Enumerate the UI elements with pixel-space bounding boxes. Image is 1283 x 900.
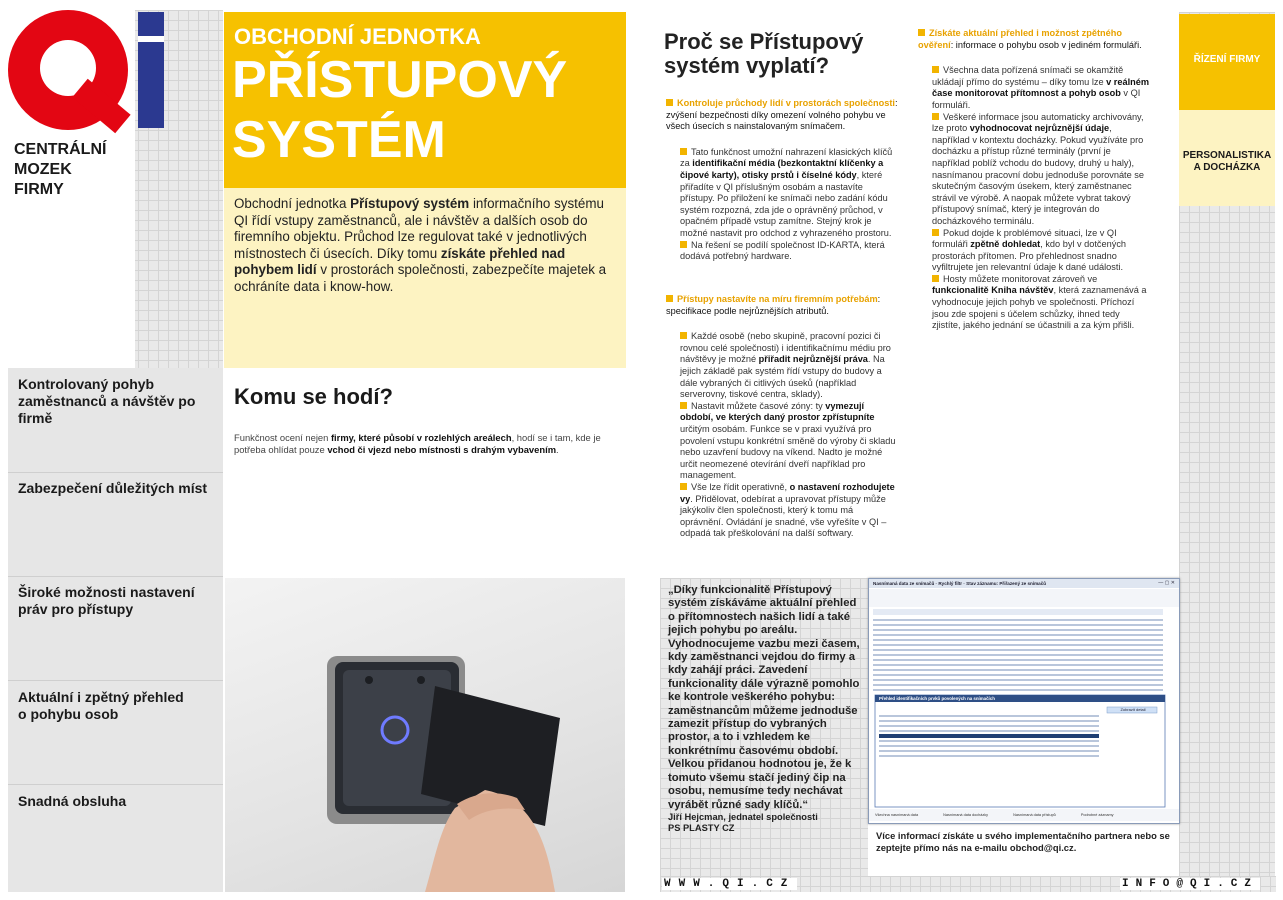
s1-p1-c: , které přiřadíte v QI příslušným osobám a nastavíte přístupy. Po přiložení ke snímači nebo zadání kódu systém rozpozná, zda jde o oprávněný průchod, v opačném případě vstup zamítne. Stejný krok je možné nastavit pro odchod z vyhrazeného prostoru.: [680, 169, 892, 238]
sidebar-item-5: Snadná obsluha: [18, 793, 127, 809]
s2-p1-b: přiřadit nejrůznější práva: [758, 354, 868, 365]
screenshot-detail-button[interactable]: Zobrazit detail: [1120, 707, 1146, 712]
prehled-p2-c: , například v kontextu docházky. Pokud využíváte pro docházku a přístup různé terminály (první je například poblíž vchodu do budovy, druhý u haly), nasnímanou pracovní dobu jednoduše porovnáte se skutečným časovým úsekem, který zaměstnanec strávil ve výrobě. A naopak můžete vybrat takový přístupový snímač, který je integrován do docházkového terminálu.: [932, 123, 1144, 226]
s1-p1-bullet-icon: [680, 148, 687, 155]
quote-author-name: Jiří Hejcman, jednatel společnosti: [668, 812, 818, 822]
intro-b2: získáte přehled nad pohybem lidí: [234, 245, 566, 278]
s2-sub: : specifikace podle nejrůznějších atributů.: [666, 294, 881, 316]
s1-lead: [666, 98, 898, 133]
s1-paragraph-1: [680, 147, 898, 240]
s2-paragraph-1: [680, 331, 898, 401]
footer-option-3[interactable]: Nasnímaná data přístupů: [1013, 813, 1056, 817]
footer-email[interactable]: INFO@QI.CZ: [1122, 878, 1259, 890]
prehled-p3-b: zpětně dohledat: [970, 239, 1041, 250]
proc-section-1: [666, 98, 898, 263]
prehled-paragraph-3: [932, 228, 1150, 274]
prehled-paragraph-2: [932, 112, 1150, 228]
prehled-sub: : informace o pohybu osob v jediném formuláři.: [950, 39, 1142, 50]
prehled-p3-c: , kdo byl v dotčených prostorách přítomen. Pro přehlednost snadno vyfiltrujete jen relevantní údaje k dané události.: [932, 239, 1127, 273]
prehled-lead: [918, 28, 1150, 51]
intro-t2: informačního systému QI řídí vstupy zaměstnanců, ale i návštěv a dalších osob do firemního objektu. Průchod lze regulovat také v jednotlivých místnostech či úsecích. Díky tomu: [234, 196, 604, 261]
prehled-p1-bullet-icon: [932, 66, 939, 73]
sidebar-divider-4: [8, 784, 223, 785]
s1-paragraph-2: [680, 240, 898, 263]
footer-option-2[interactable]: Nasnímaná data docházky: [943, 813, 989, 817]
s2-p2-c: určitým osobám. Funkce se v praxi využívá pro povolení vstupu konkrétní směně do výroby či skladu nebo uzavření budovy na víkend. Nadto je možné určit neomezené otevírání dveří například pro management.: [680, 423, 896, 481]
komu-t2: , hodí se i tam, kde je potřeba ohlídat pouze: [234, 432, 601, 455]
s2-p1-bullet-icon: [680, 332, 687, 339]
s2-p1-a: Každé osobě (nebo skupině, pracovní pozici či rovnou celé společnosti) i identifikačnímu médiu pro návštěvy je možné: [680, 331, 891, 365]
hero-title-line-1: PŘÍSTUPOVÝ: [232, 51, 568, 109]
card-reader-illustration: [225, 578, 625, 892]
footer-option-4[interactable]: Podrobné záznamy: [1080, 813, 1114, 817]
prehled-p1-c: v QI formuláři.: [932, 88, 1141, 110]
s2-paragraph-3: [680, 482, 898, 540]
s1-p1-b: identifikační média (bezkontaktní klíčenky a čipové karty), otisky prstů i číselné kódy: [680, 158, 884, 180]
s2-p1-c: . Na jejich základě pak systém řídí vstupy do budovy a dále vybraných či citlivých úseků (například serverovny, tiskové centra, sklady).: [680, 354, 885, 400]
prehled-p1-a: Všechna data pořízená snímači se okamžitě ukládají přímo do systému – díky tomu lze: [932, 65, 1124, 87]
intro-t1: Obchodní jednotka: [234, 196, 351, 211]
quote-company: PS PLASTY CZ: [668, 823, 735, 833]
komu-b1: firmy, které působí v rozlehlých areálech: [330, 432, 512, 443]
s2-bullet-icon: [666, 295, 673, 302]
s2-p3-a: Vše lze řídit operativně,: [691, 481, 790, 492]
prehled-p4-bullet-icon: [932, 275, 939, 282]
tagline-line-2: MOZEK: [14, 161, 72, 178]
s2-p2-b: vymezují období, ve kterých daný prostor zpřístupníte: [680, 400, 875, 423]
prehled-paragraph-1: [932, 65, 1150, 111]
screenshot-footer-options: [875, 811, 1175, 819]
s1-sub: : zvýšení bezpečnosti díky omezení volného pohybu ve všech úsecích s nainstalovaným snímačem.: [666, 98, 898, 132]
s1-p2-bullet-icon: [680, 241, 687, 248]
intro-b1: Přístupový systém: [350, 196, 470, 211]
logo: [0, 0, 180, 140]
screenshot-window-controls-icon: — ▢ ✕: [1158, 580, 1175, 586]
screenshot-table-illustration: [869, 589, 1179, 821]
sidebar-divider-1: [8, 472, 223, 473]
logo-i-dot: [138, 12, 164, 42]
s2-p2-a: Nastavit můžete časové zóny: ty: [691, 400, 826, 411]
s2-p3-c: . Přidělovat, odebírat a upravovat přístupy může jakýkoliv člen společnosti, který k tomu má oprávnění. Ovládání je snadné, vše vyřešíte v QI – odpadá tak přeškolování na další softwary.: [680, 493, 887, 539]
right-nav-item-1[interactable]: ŘÍZENÍ FIRMY: [1193, 54, 1261, 65]
right-nav-item-2[interactable]: [1179, 150, 1275, 174]
app-screenshot-window: [868, 578, 1180, 824]
intro-text: [234, 196, 618, 296]
prehled-p2-a: Veškeré informace jsou automaticky archivovány, lze proto: [932, 111, 1144, 134]
prehled-p3-bullet-icon: [932, 229, 939, 236]
s2-title: Přístupy nastavíte na míru firemním potřebám: [677, 294, 878, 304]
right-nav-item-2-line-2: A DOCHÁZKA: [1193, 162, 1261, 173]
logo-tagline: [14, 140, 106, 200]
prehled-title: Získáte aktuální přehled i možnost zpětného ověření: [918, 28, 1122, 50]
prehled-bullet-icon: [918, 29, 925, 36]
screenshot-window-title: Nasnímaná data ze snímačů · Rychlý filtr · Stav záznamu: Přiřazený ze snímačů: [873, 581, 1047, 586]
s1-title: Kontroluje průchody lidí v prostorách společnosti: [677, 98, 895, 108]
s1-p2: Na řešení se podílí společnost ID-KARTA, která dodává potřebný hardware.: [680, 239, 885, 262]
quote-text: „Díky funkcionalitě Přístupový systém získáváme aktuální přehled o přítomnostech našich lidí a také jejich pohybu po areálu. Vyhodnocujeme vazbu mezi časem, kdy zaměstnanci vejdou do firmy a kdy zahájí práci. Zavedení funkcionality dále výrazně pomohlo ke kontrole veškerého pohybu: zaměstnancům můžeme jednoduše zamezit přístup do vybraných prostor, a to i vzhledem ke konkrétnímu časovému období. Velkou přidanou hodnotou je, že k tomuto všemu stačí jediný čip na osobu, nemusíme tedy nechávat vyrábět různé sady klíčů.“: [668, 584, 860, 811]
footer-url[interactable]: WWW.QI.CZ: [664, 878, 796, 890]
prehled-p2-b: vyhodnocovat nejrůznější údaje: [969, 123, 1110, 134]
prehled-p2-bullet-icon: [932, 113, 939, 120]
hero-kicker: OBCHODNÍ JEDNOTKA: [234, 24, 481, 49]
prehled-p1-b: v reálném čase monitorovat přítomnost a pohyb osob: [932, 76, 1150, 99]
sidebar-item-1: Kontrolovaný pohyb zaměstnanců a návštěv po firmě: [18, 376, 196, 426]
komu-t3: .: [556, 444, 559, 455]
proc-heading-line-2: systém vyplatí?: [664, 53, 830, 78]
komu-t1: Funkčnost ocení nejen: [234, 432, 331, 443]
tagline-line-1: CENTRÁLNÍ: [14, 141, 107, 158]
sidebar-item-4: Aktuální i zpětný přehled o pohybu osob: [18, 689, 184, 722]
proc-heading: [664, 30, 863, 78]
komu-b2: vchod či vjezd nebo místnosti s drahým vybavením: [327, 444, 557, 455]
s2-paragraph-2: [680, 401, 898, 482]
proc-section-2: [666, 294, 898, 540]
screenshot-subwindow-title: Přehled identifikačních prvků povolených na snímačích: [879, 696, 995, 701]
komu-text: [234, 432, 618, 456]
s1-p1-a: Tato funkčnost umožní nahrazení klasických klíčů za: [680, 146, 893, 169]
sidebar-divider-3: [8, 680, 223, 681]
hero-title-line-2: SYSTÉM: [232, 111, 446, 169]
prehled-p4-a: Hosty můžete monitorovat zároveň ve: [943, 273, 1098, 284]
sidebar-divider-2: [8, 576, 223, 577]
prehled-p3-a: Pokud dojde k problémové situaci, lze v QI formuláři: [932, 227, 1117, 250]
card-reader-photo: [225, 578, 625, 892]
prehled-p4-b: funkcionalitě Kniha návštěv: [932, 285, 1054, 296]
prehled-section: [918, 28, 1150, 332]
sidebar-item-3: Široké možnosti nastavení práv pro přístupy: [18, 584, 195, 617]
s1-bullet-icon: [666, 99, 673, 106]
komu-heading: Komu se hodí?: [234, 384, 393, 409]
prehled-p4-c: , která zaznamenává a vyhodnocuje jejich pohyb ve společnosti. Příchozí jsou zde spojeni s účelem schůzky, ihned tedy zjistíte, jakého jednání se účastnili a za kým přišli.: [932, 285, 1147, 331]
s2-p2-bullet-icon: [680, 402, 687, 409]
s2-p3-b: o nastavení rozhodujete vy: [680, 481, 895, 504]
sidebar-item-2: Zabezpečení důležitých míst: [18, 480, 208, 496]
quote-author: [668, 812, 860, 834]
proc-heading-line-1: Proč se Přístupový: [664, 29, 864, 54]
sidebar-background: [8, 368, 223, 892]
s2-lead: [666, 294, 898, 317]
contact-text: Více informací získáte u svého implementačního partnera nebo se zeptejte přímo nás na e-mailu obchod@qi.cz.: [876, 830, 1170, 853]
prehled-paragraph-4: [932, 274, 1150, 332]
footer-option-1[interactable]: Všechna nasnímaná data: [875, 813, 919, 817]
right-nav-item-2-line-1: PERSONALISTIKA: [1182, 150, 1272, 161]
s2-p3-bullet-icon: [680, 483, 687, 490]
intro-t3: v prostorách společnosti, zabezpečíte majetek a ochráníte data i know-how.: [234, 262, 607, 294]
tagline-line-3: FIRMY: [14, 181, 64, 198]
